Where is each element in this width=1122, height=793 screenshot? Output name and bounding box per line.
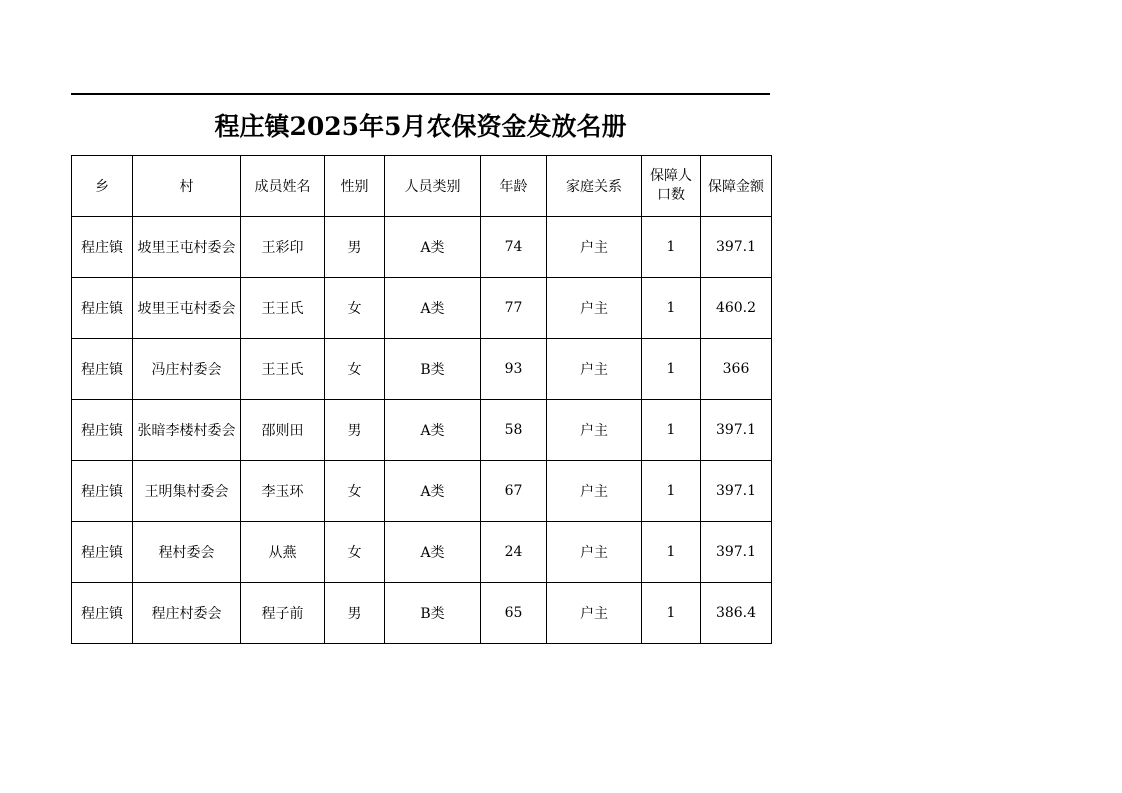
cell-township: 程庄镇	[72, 400, 133, 461]
cell-benefit-amount: 397.1	[701, 461, 772, 522]
table-row	[72, 461, 772, 522]
cell-family-relation: 户主	[547, 217, 642, 278]
cell-covered-persons: 1	[642, 583, 701, 644]
cell-member-name: 程子前	[241, 583, 325, 644]
column-header-benefit-amount: 保障金额	[701, 156, 772, 217]
cell-age: 24	[481, 522, 547, 583]
table-header-row	[72, 156, 772, 217]
cell-family-relation: 户主	[547, 339, 642, 400]
cell-member-name: 王王氏	[241, 339, 325, 400]
cell-benefit-amount: 460.2	[701, 278, 772, 339]
cell-gender: 男	[325, 217, 385, 278]
table-row	[72, 217, 772, 278]
cell-member-name: 从燕	[241, 522, 325, 583]
cell-member-name: 王彩印	[241, 217, 325, 278]
cell-person-category: A类	[385, 278, 481, 339]
cell-benefit-amount: 397.1	[701, 522, 772, 583]
cell-age: 67	[481, 461, 547, 522]
cell-person-category: A类	[385, 217, 481, 278]
cell-family-relation: 户主	[547, 278, 642, 339]
cell-village: 程村委会	[133, 522, 241, 583]
cell-gender: 女	[325, 339, 385, 400]
cell-family-relation: 户主	[547, 400, 642, 461]
cell-gender: 女	[325, 522, 385, 583]
cell-covered-persons: 1	[642, 278, 701, 339]
cell-gender: 女	[325, 461, 385, 522]
cell-age: 65	[481, 583, 547, 644]
cell-benefit-amount: 386.4	[701, 583, 772, 644]
table-row	[72, 583, 772, 644]
cell-gender: 男	[325, 583, 385, 644]
cell-village: 坡里王屯村委会	[133, 278, 241, 339]
cell-covered-persons: 1	[642, 400, 701, 461]
table-row	[72, 522, 772, 583]
cell-family-relation: 户主	[547, 583, 642, 644]
cell-person-category: A类	[385, 461, 481, 522]
cell-township: 程庄镇	[72, 217, 133, 278]
cell-gender: 女	[325, 278, 385, 339]
table-row	[72, 339, 772, 400]
cell-age: 58	[481, 400, 547, 461]
cell-member-name: 李玉环	[241, 461, 325, 522]
cell-village: 张暗李楼村委会	[133, 400, 241, 461]
payment-roster-table	[71, 155, 772, 644]
cell-township: 程庄镇	[72, 522, 133, 583]
column-header-covered-persons: 保障人口数	[642, 156, 701, 217]
column-header-person-category: 人员类别	[385, 156, 481, 217]
cell-township: 程庄镇	[72, 583, 133, 644]
cell-age: 93	[481, 339, 547, 400]
cell-covered-persons: 1	[642, 217, 701, 278]
cell-person-category: B类	[385, 339, 481, 400]
header-rule	[71, 93, 770, 95]
column-header-gender: 性别	[325, 156, 385, 217]
column-header-age: 年龄	[481, 156, 547, 217]
cell-benefit-amount: 366	[701, 339, 772, 400]
cell-village: 王明集村委会	[133, 461, 241, 522]
cell-member-name: 邵则田	[241, 400, 325, 461]
cell-person-category: A类	[385, 522, 481, 583]
cell-member-name: 王王氏	[241, 278, 325, 339]
cell-covered-persons: 1	[642, 461, 701, 522]
cell-village: 坡里王屯村委会	[133, 217, 241, 278]
cell-benefit-amount: 397.1	[701, 400, 772, 461]
cell-township: 程庄镇	[72, 278, 133, 339]
cell-township: 程庄镇	[72, 461, 133, 522]
cell-covered-persons: 1	[642, 522, 701, 583]
table-row	[72, 278, 772, 339]
cell-gender: 男	[325, 400, 385, 461]
cell-village: 程庄村委会	[133, 583, 241, 644]
cell-family-relation: 户主	[547, 461, 642, 522]
cell-village: 冯庄村委会	[133, 339, 241, 400]
column-header-village: 村	[133, 156, 241, 217]
column-header-family-relation: 家庭关系	[547, 156, 642, 217]
table-row	[72, 400, 772, 461]
cell-covered-persons: 1	[642, 339, 701, 400]
cell-person-category: A类	[385, 400, 481, 461]
column-header-member-name: 成员姓名	[241, 156, 325, 217]
cell-age: 77	[481, 278, 547, 339]
cell-age: 74	[481, 217, 547, 278]
cell-family-relation: 户主	[547, 522, 642, 583]
page-title: 程庄镇2025年5月农保资金发放名册	[214, 112, 627, 141]
cell-benefit-amount: 397.1	[701, 217, 772, 278]
column-header-township: 乡	[72, 156, 133, 217]
cell-person-category: B类	[385, 583, 481, 644]
cell-township: 程庄镇	[72, 339, 133, 400]
